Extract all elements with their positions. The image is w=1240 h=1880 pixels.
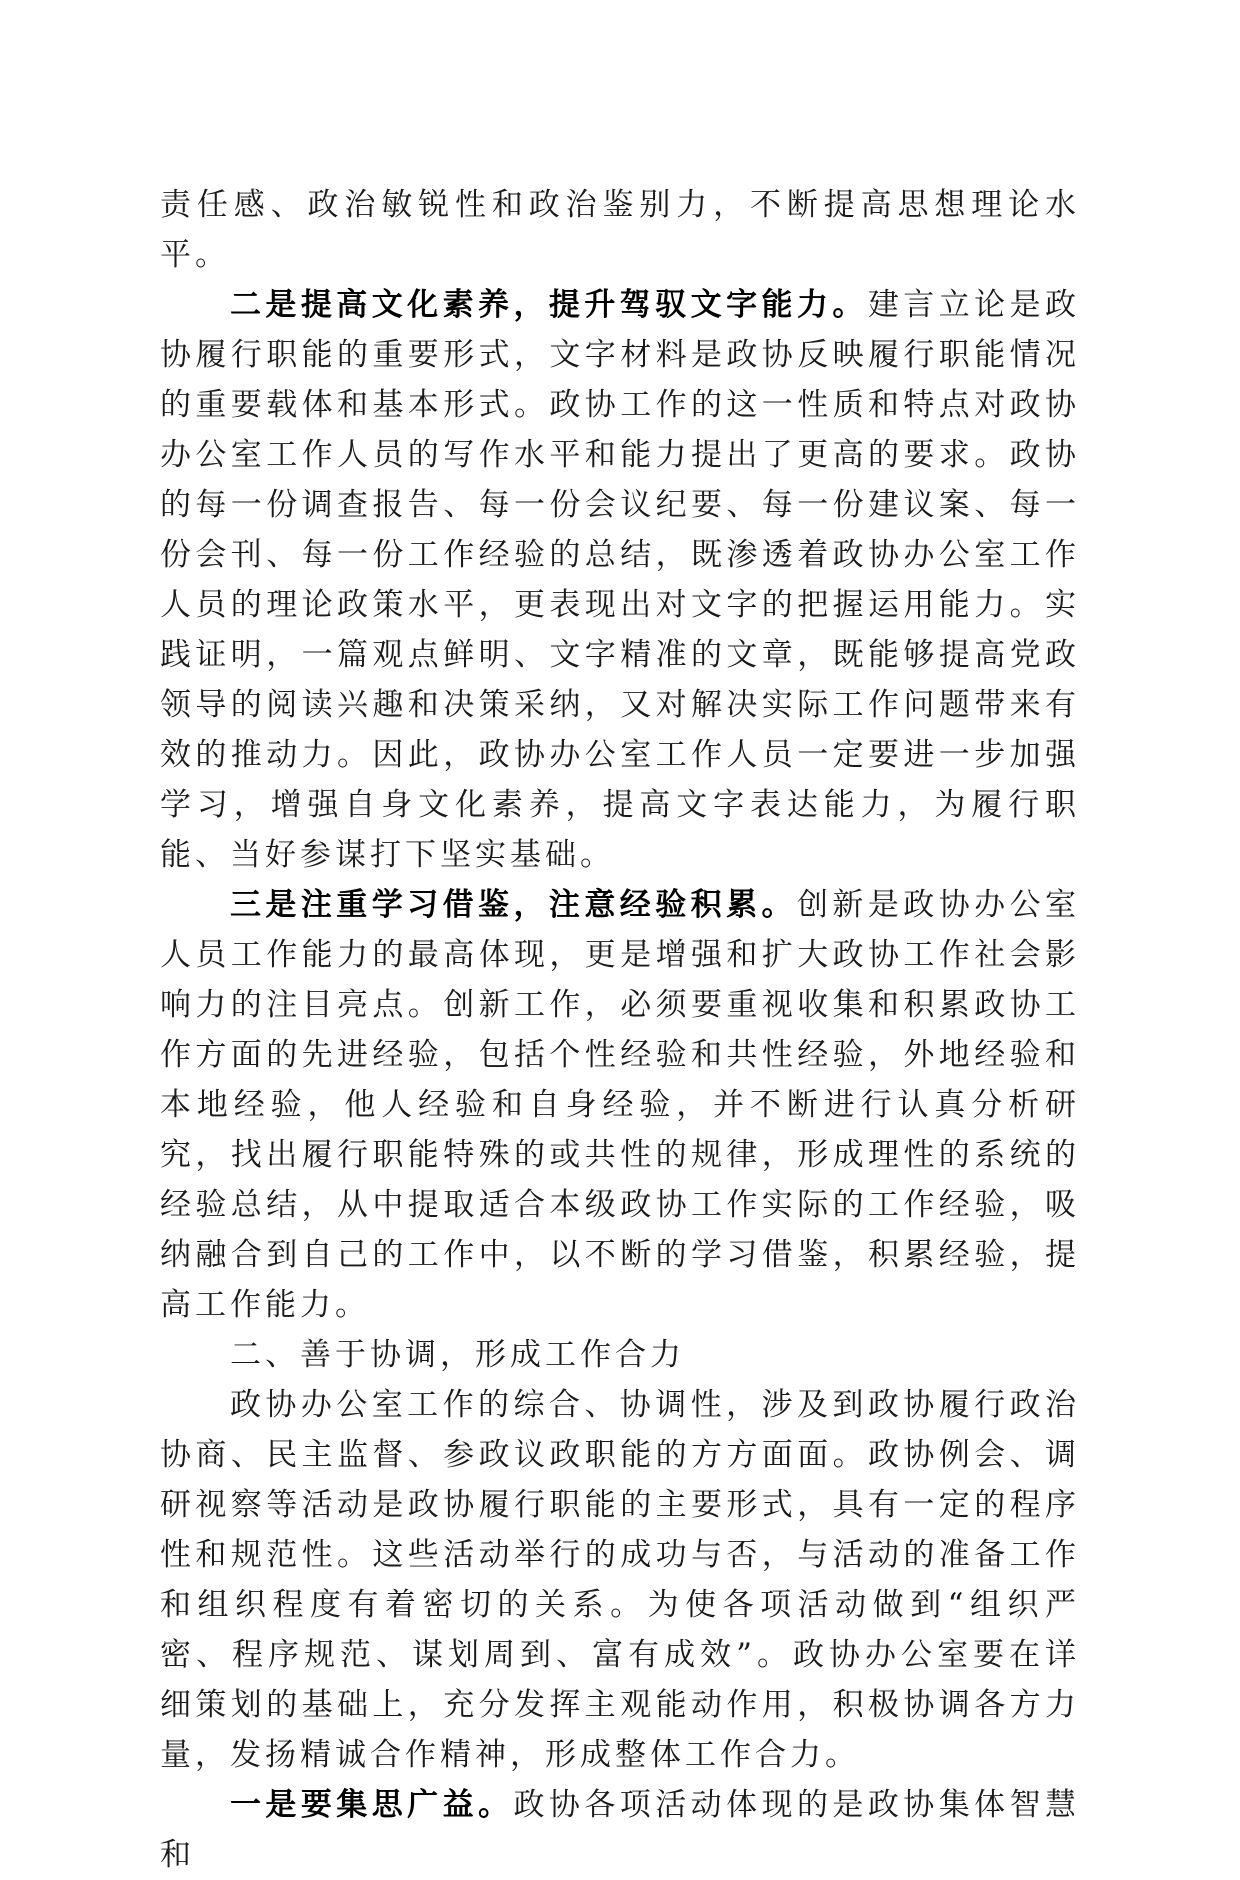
document-page — [160, 180, 1080, 1880]
paragraph-text: 政协办公室工作的综合、协调性，涉及到政协履行政治协商、民主监督、参政议政职能的方方面面。政协例会、调研视察等活动是政协履行职能的主要形式，具有一定的程序性和规范性。这些活动举行的成功与否，与活动的准备工作和组织程度有着密切的关系。为使各项活动做到“组织严密、程序规范、谋划周到、富有成效”。政协办公室要在详细策划的基础上，充分发挥主观能动作用，积极协调各方力量，发扬精诚合作精神，形成整体工作合力。 — [160, 1387, 1080, 1773]
paragraph-lead: 三是注重学习借鉴，注意经验积累。 — [230, 887, 797, 923]
paragraph-ideas — [160, 1780, 1080, 1880]
paragraph-lead: 二是提高文化素养，提升驾驭文字能力。 — [230, 287, 868, 323]
section-heading: 二、善于协调，形成工作合力 — [230, 1337, 685, 1373]
paragraph-text: 政协各项活动体现的是政协集体智慧和 — [160, 1787, 1081, 1873]
paragraph-text: 创新是政协办公室人员工作能力的最高体现，更是增强和扩大政协工作社会影响力的注目亮点。创新工作，必须要重视收集和积累政协工作方面的先进经验，包括个性经验和共性经验，外地经验和本地经验，他人经验和自身经验，并不断进行认真分析研究，找出履行职能特殊的或共性的规律，形成理性的系统的经验总结，从中提取适合本级政协工作实际的工作经验，吸纳融合到自己的工作中，以不断的学习借鉴，积累经验，提高工作能力。 — [160, 887, 1081, 1323]
paragraph-culture — [160, 280, 1080, 880]
paragraph-experience — [160, 880, 1080, 1330]
paragraph-coordination — [160, 1380, 1080, 1780]
paragraph-lead: 一是要集思广益。 — [230, 1787, 514, 1823]
paragraph-continuation — [160, 180, 1080, 280]
paragraph-text: 建言立论是政协履行职能的重要形式，文字材料是政协反映履行职能情况的重要载体和基本形式。政协工作的这一性质和特点对政协办公室工作人员的写作水平和能力提出了更高的要求。政协的每一份调查报告、每一份会议纪要、每一份建议案、每一份会刊、每一份工作经验的总结，既渗透着政协办公室工作人员的理论政策水平，更表现出对文字的把握运用能力。实践证明，一篇观点鲜明、文字精准的文章，既能够提高党政领导的阅读兴趣和决策采纳，又对解决实际工作问题带来有效的推动力。因此，政协办公室工作人员一定要进一步加强学习，增强自身文化素养，提高文字表达能力，为履行职能、当好参谋打下坚实基础。 — [160, 287, 1081, 873]
paragraph-text: 责任感、政治敏锐性和政治鉴别力，不断提高思想理论水平。 — [160, 187, 1080, 273]
